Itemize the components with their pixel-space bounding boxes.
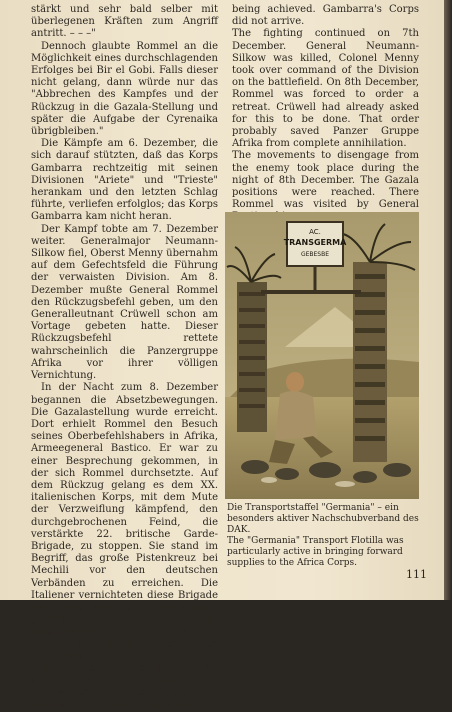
photo-transport-staffel (225, 212, 419, 499)
page-number: 111 (406, 568, 427, 581)
sign-text-bottom: GEBESBE (300, 251, 330, 258)
english-paragraph: The fighting continued on 7th December. General Neumann-Silkow was killed, Colonel Menny took over command of the Division on the battlefield. On 8th December, Rommel was forced to order a retreat. Crüwell had already asked for this to be done. That order probably saved Panzer Gruppe Afrika from complete annihilation. (232, 28, 419, 150)
caption-english: The "Germania" Transport Flotilla was particularly active in bringing forward supplies to the Africa Corps. (227, 536, 404, 568)
sign-text-main: TRANSGERMA (283, 238, 347, 247)
german-paragraph: Ein weiterer Vorstoß mit 150 teilweise völlig neuen Panzern und Spähwagen gegen den Rücken des DAK wurde ebenfalls abgewehrt. (31, 662, 218, 711)
english-paragraph: being achieved. Gambarra's Corps did not arrive. (232, 4, 419, 28)
german-text-column (31, 4, 218, 712)
sign-text-top: AC. (309, 228, 321, 236)
german-paragraph: Der Kampf tobte am 7. Dezember weiter. Generalmajor Neumann-Silkow fiel, Oberst Menny übernahm auf dem Gefechtsfeld die Führung der verwaisten Division. Am 8. Dezember mußte General Rommel den Rückzugsbefehl geben, um den Generalleutnant Crüwell schon am Vortage gebeten hatte. Dieser Rückzugsbefehl rettete wahrscheinlich die Panzergruppe Afrika vor ihrer völligen Vernichtung. (31, 223, 218, 382)
page-edge (444, 0, 452, 600)
german-paragraph: Dennoch glaubte Rommel an die Möglichkeit eines durchschlagenden Erfolges bei Bir el Gobi. Falls dieser nicht gelang, dann würde nur das "Abbrechen des Kampfes und der Rückzug in die Gazala-Stellung und später die Aufgabe der Cyrenaika übrigbleiben." (31, 40, 218, 138)
german-paragraph: stärkt und sehr bald selber mit überlegenen Kräften zum Angriff antritt. – – –" (31, 4, 218, 40)
german-paragraph: In der Nacht zum 8. Dezember begannen die Absetzbewegungen. Die Gazalastellung wurde erreicht. Dort erhielt Rommel den Besuch seines Oberbefehlshabers in Afrika, Armeegeneral Bastico. Er war zu einer Besprechung gekommen, in der sich Rommel durchsetzte. Auf dem Rückzug gelang es dem XX. italienischen Korps, mit dem Mute der Verzweiflung kämpfend, den durchgebrochenen Feind, die verstärkte 22. britische Garde-Brigade, zu stoppen. Sie stand im Begriff, das große Pistenkreuz bei Mechili vor den deutschen Verbänden zu erreichen. Die Italiener vernichteten diese Brigade fast völlig. 800 Gefangene wurden gemacht, unter ihnen auch der Brigadekommandeur. Zahlreiche Geschütze und 20 Panzer waren vernichtet. (31, 382, 218, 662)
german-paragraph: Die Kämpfe am 6. Dezember, die sich darauf stützten, daß das Korps Gambarra rechtzeitig mit seinen Divisionen "Ariete" und "Trieste" herankam und den letzten Schlag führte, verliefen erfolglos; das Korps Gambarra kam nicht heran. (31, 138, 218, 223)
photo-caption (227, 503, 423, 569)
caption-german: Die Transportstaffel "Germania" – ein besonders aktiver Nachschubverband des DAK. (227, 503, 419, 535)
english-paragraph: The movements to disengage from the enemy took place during the night of 8th December. The Gazala positions were reached. There Rommel was visited by General (232, 150, 419, 211)
english-text-column (232, 4, 419, 224)
